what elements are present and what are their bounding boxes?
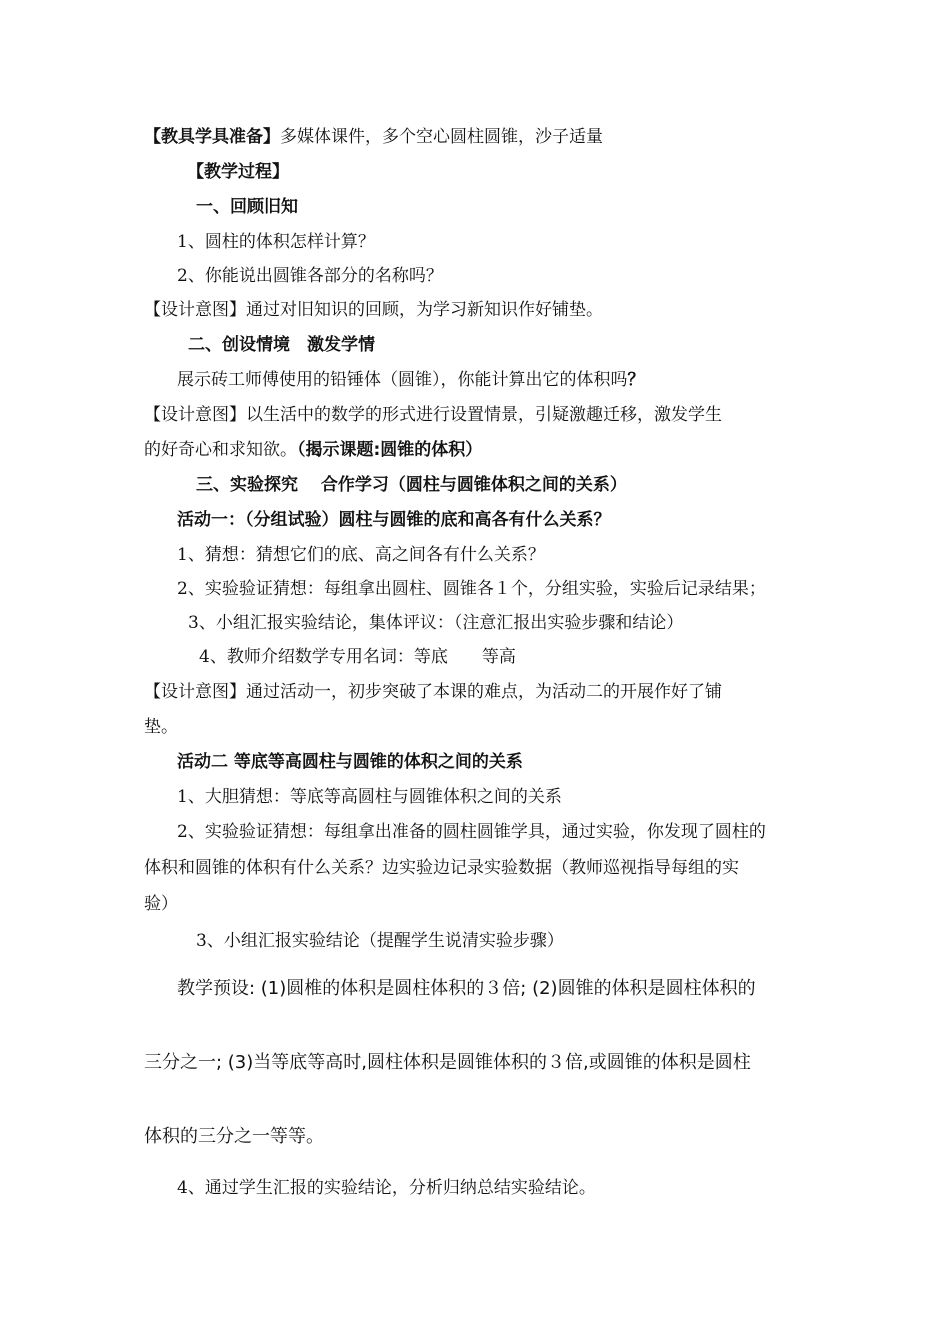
design-intent-2-line-2 <box>144 439 482 461</box>
activity-2-heading: 活动二 等底等高圆柱与圆锥的体积之间的关系 <box>177 752 523 772</box>
activity-2-step-1: 1、大胆猜想：等底等高圆柱与圆锥体积之间的关系 <box>177 787 562 807</box>
question-2: 2、你能说出圆锥各部分的名称吗？ <box>177 266 443 286</box>
activity-1-step-2: 2、实验验证猜想：每组拿出圆柱、圆锥各１个，分组实验，实验后记录结果； <box>177 579 766 599</box>
scenario-text-body: 展示砖工师傅使用的铅锤体（圆锥），你能计算出它的体积吗 <box>177 370 628 390</box>
design-intent-2-line-1: 【设计意图】以生活中的数学的形式进行设置情景，引疑激趣迁移，激发学生 <box>144 405 722 425</box>
activity-1-step-4: 4、教师介绍数学专用名词：等底 等高 <box>199 647 516 667</box>
activity-2-step-3: 3、小组汇报实验结论（提醒学生说清实验步骤） <box>196 931 564 951</box>
design-intent-3-line-1: 【设计意图】通过活动一，初步突破了本课的难点，为活动二的开展作好了铺 <box>144 682 722 702</box>
activity-1-heading: 活动一：（分组试验）圆柱与圆锥的底和高各有什么关系？ <box>177 510 611 530</box>
preset-answer-line-3: 体积的三分之一等等。 <box>144 1126 324 1147</box>
preset-answer-line-1: 教学预设: (1)圆椎的体积是圆柱体积的３倍; (2)圆锥的体积是圆柱体积的 <box>177 978 756 999</box>
activity-2-step-2-line-2: 体积和圆锥的体积有什么关系？边实验边记录实验数据（教师巡视指导每组的实 <box>144 858 739 878</box>
section-1-heading: 一、回顾旧知 <box>196 197 298 217</box>
teaching-aids-line <box>144 126 603 148</box>
preset-answer-line-2: 三分之一; (3)当等底等高时,圆柱体积是圆锥体积的３倍,或圆锥的体积是圆柱 <box>144 1052 751 1073</box>
activity-2-step-2-line-3: 验） <box>144 894 178 914</box>
teaching-aids-heading: 【教具学具准备】 <box>144 127 280 147</box>
activity-1-step-3: 3、小组汇报实验结论，集体评议：（注意汇报出实验步骤和结论） <box>188 613 684 633</box>
teaching-aids-text: 多媒体课件，多个空心圆柱圆锥，沙子适量 <box>280 127 603 147</box>
activity-2-step-4: 4、通过学生汇报的实验结论，分析归纳总结实验结论。 <box>177 1178 596 1198</box>
design-intent-2-text: 的好奇心和求知欲。 <box>144 440 297 460</box>
activity-2-step-2-line-1: 2、实验验证猜想：每组拿出准备的圆柱圆锥学具，通过实验，你发现了圆柱的 <box>177 822 766 842</box>
section-3-heading: 三、实验探究 合作学习（圆柱与圆锥体积之间的关系） <box>196 475 627 495</box>
activity-1-step-1: 1、猜想：猜想它们的底、高之间各有什么关系？ <box>177 545 545 565</box>
design-intent-1: 【设计意图】通过对旧知识的回顾，为学习新知识作好铺垫。 <box>144 300 603 320</box>
scenario-question-mark: ？ <box>627 370 645 390</box>
design-intent-3-line-2: 垫。 <box>144 717 178 737</box>
question-1: 1、圆柱的体积怎样计算？ <box>177 232 375 252</box>
lesson-topic-reveal: （揭示课题:圆锥的体积） <box>297 440 483 460</box>
teaching-process-heading: 【教学过程】 <box>187 162 289 182</box>
section-2-heading: 二、创设情境 激发学情 <box>188 335 375 355</box>
scenario-text <box>177 369 645 391</box>
